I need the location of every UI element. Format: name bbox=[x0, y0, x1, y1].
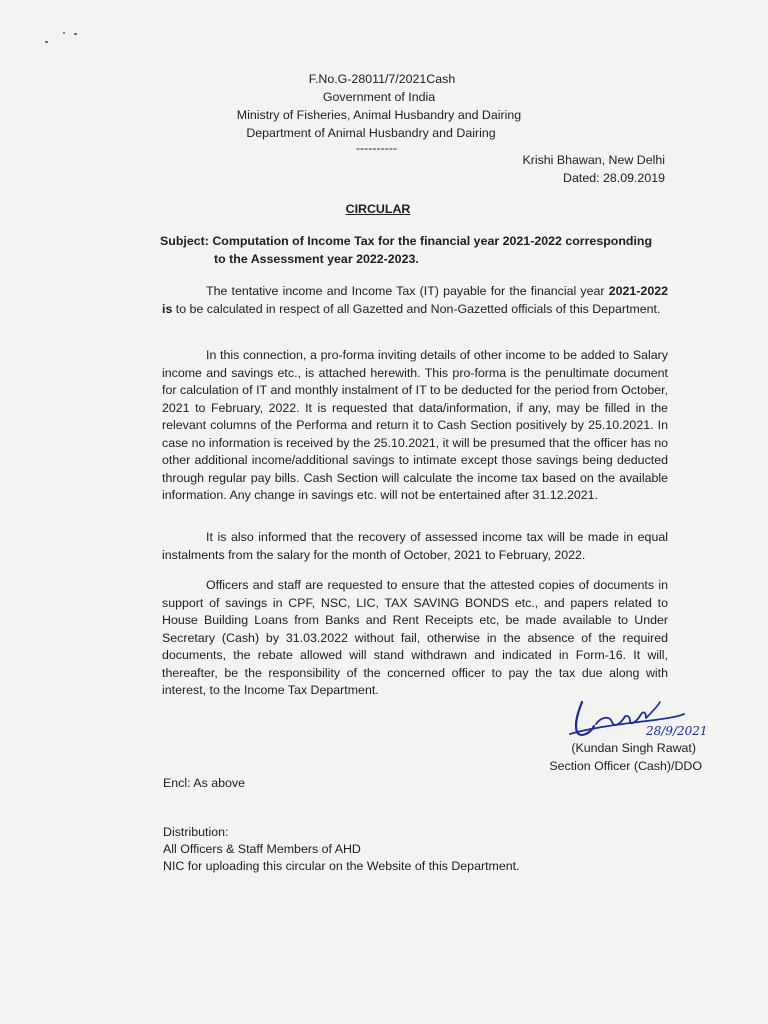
paragraph-3-text: It is also informed that the recovery of assessed income tax will be made in equal instalments from the salary for the month of October, 2021 to February, 2022. bbox=[162, 530, 668, 562]
paragraph-4 bbox=[162, 577, 668, 700]
enclosure: Encl: As above bbox=[163, 776, 245, 790]
place-and-date bbox=[522, 151, 665, 187]
scan-speck bbox=[45, 41, 48, 43]
ministry-name: Ministry of Fisheries, Animal Husbandry and Dairing bbox=[236, 108, 522, 122]
subject-line-2: to the Assessment year 2022-2023. bbox=[214, 252, 419, 266]
signatory bbox=[549, 739, 702, 775]
dated: Dated: 28.09.2019 bbox=[563, 171, 665, 185]
paragraph-3 bbox=[162, 529, 668, 564]
paragraph-1-text-b: to be calculated in respect of all Gazetted and Non-Gazetted officials of this Department. bbox=[172, 301, 661, 316]
signatory-designation: Section Officer (Cash)/DDO bbox=[549, 759, 702, 773]
paragraph-1 bbox=[162, 283, 668, 318]
department-name: Department of Animal Husbandry and Dairing bbox=[246, 126, 496, 140]
subject-line-1: Subject: Computation of Income Tax for the financial year 2021-2022 corresponding bbox=[160, 234, 653, 248]
distribution-item: All Officers & Staff Members of AHD bbox=[163, 842, 361, 856]
letter-header bbox=[0, 70, 768, 154]
document-title: CIRCULAR bbox=[345, 202, 411, 216]
signature-date: 28/9/2021 bbox=[646, 724, 708, 738]
distribution-item: NIC for uploading this circular on the Website of this Department. bbox=[163, 859, 520, 873]
location: Krishi Bhawan, New Delhi bbox=[522, 153, 665, 167]
scan-speck bbox=[63, 32, 65, 34]
paragraph-4-text: Officers and staff are requested to ensure that the attested copies of documents in support of savings in CPF, NSC, LIC, TAX SAVING BONDS etc., and papers related to House Building Loans from Banks and Rent Receipts etc, be made available to Under Secretary (Cash) by 31.03.2022 without fail, otherwise in the absence of the required documents, the rebate allowed will stand withdrawn and indicated in Form-16. It will, thereafter, be the responsibility of the concerned officer to pay the tax due along with interest, to the Income Tax Department. bbox=[162, 578, 668, 697]
distribution bbox=[163, 824, 520, 875]
paragraph-2-text: In this connection, a pro-forma inviting details of other income to be added to Salary income and savings etc., is attached herewith. This pro-forma is the penultimate document for calculation of IT and monthly instalment of IT to be deducted for the period from October, 2021 to February, 2022. It is requested that data/information, if any, may be filled in the relevant columns of the Performa and return it to Cash Section positively by 25.10.2021. In case no information is received by the 25.10.2021, it will be presumed that the officer has no other additional income/additional savings to intimate except those savings being deducted through regular pay bills. Cash Section will calculate the income tax based on the available information. Any change in savings etc. will not be entertained after 31.12.2021. bbox=[162, 348, 668, 502]
distribution-heading: Distribution: bbox=[163, 825, 229, 839]
file-number: F.No.G-28011/7/2021Cash bbox=[308, 72, 456, 86]
signatory-name: (Kundan Singh Rawat) bbox=[571, 741, 696, 755]
paragraph-2 bbox=[162, 347, 668, 505]
scan-speck bbox=[74, 33, 77, 35]
paragraph-1-text-a: The tentative income and Income Tax (IT) payable for the financial year bbox=[206, 284, 609, 298]
government-name: Government of India bbox=[322, 90, 436, 104]
subject bbox=[160, 232, 670, 268]
header-separator: ---------- bbox=[355, 141, 398, 155]
paragraph-1-bold: 2021-2022 is bbox=[162, 284, 668, 316]
